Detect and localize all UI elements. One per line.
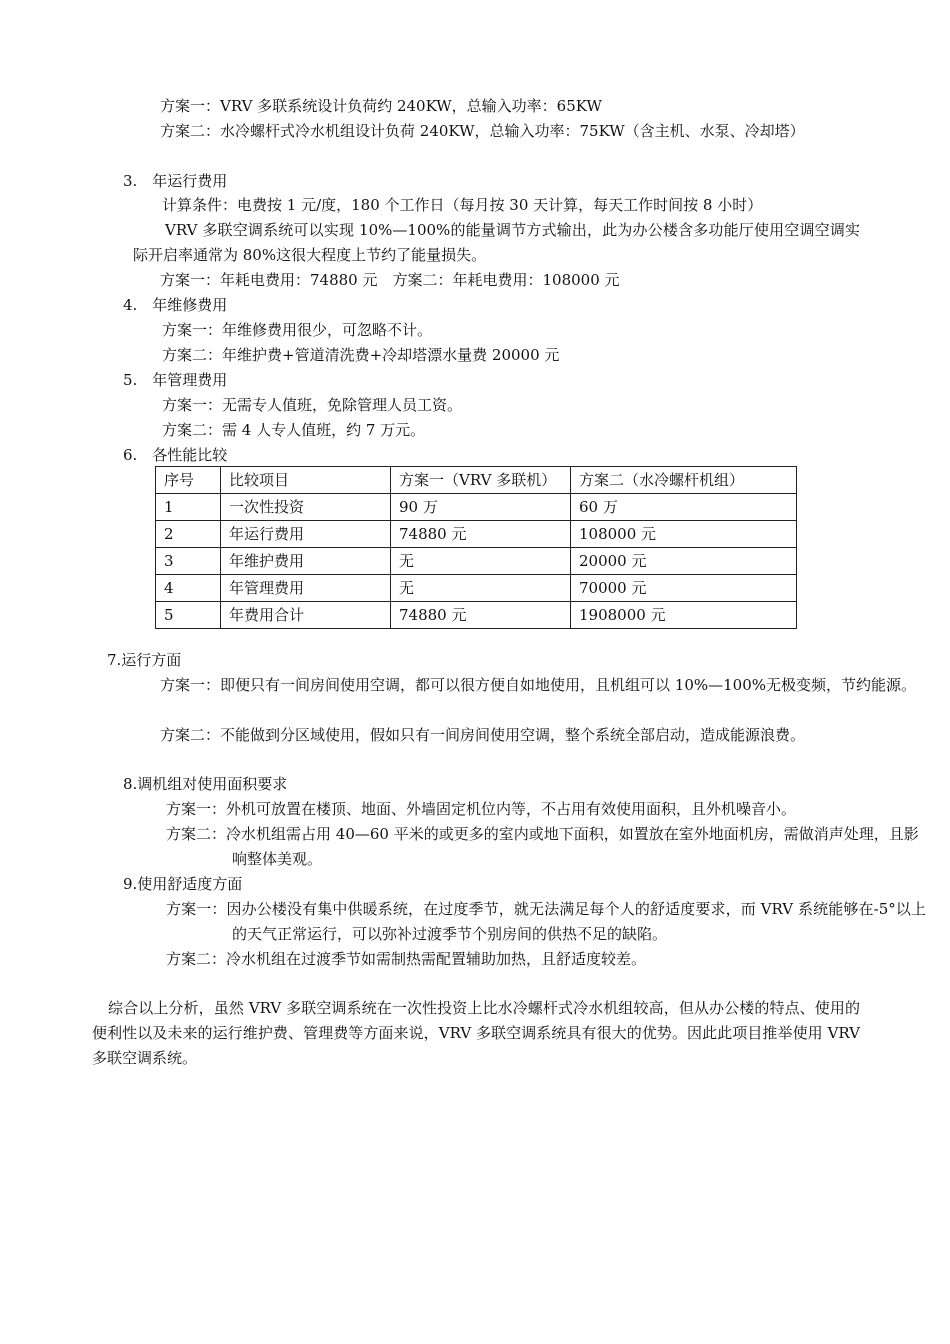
table-cell: 1908000 元 — [571, 602, 797, 629]
section-7-heading: 7.运行方面 — [107, 651, 182, 669]
intro-plan1: 方案一：VRV 多联系统设计负荷约 240KW，总输入功率：65KW — [160, 97, 602, 115]
section-8-heading: 8.调机组对使用面积要求 — [123, 775, 288, 793]
table-cell: 5 — [156, 602, 221, 629]
table-header-row — [156, 467, 797, 494]
section-5-heading: 5. 年管理费用 — [123, 371, 228, 389]
table-cell: 年运行费用 — [221, 521, 391, 548]
header-cell: 方案二（水冷螺杆机组） — [571, 467, 797, 494]
table-row — [156, 521, 797, 548]
table-cell: 108000 元 — [571, 521, 797, 548]
table-cell: 年费用合计 — [221, 602, 391, 629]
section-9-heading: 9.使用舒适度方面 — [123, 875, 243, 893]
section-3-plans: 方案一：年耗电费用：74880 元 方案二：年耗电费用：108000 元 — [160, 271, 620, 289]
table-cell: 74880 元 — [391, 602, 571, 629]
section-9-plan2: 方案二：冷水机组在过渡季节如需制热需配置辅助加热，且舒适度较差。 — [166, 950, 647, 968]
table-cell: 90 万 — [391, 494, 571, 521]
table-cell: 2 — [156, 521, 221, 548]
section-6-heading: 6. 各性能比较 — [123, 446, 228, 464]
section-8-plan1: 方案一：外机可放置在楼顶、地面、外墙固定机位内等，不占用有效使用面积，且外机噪音小。 — [166, 800, 797, 818]
table-cell: 1 — [156, 494, 221, 521]
table-cell: 无 — [391, 548, 571, 575]
comparison-table — [155, 466, 797, 629]
section-3-description: VRV 多联空调系统可以实现 10%—100%的能量调节方式输出，此为办公楼含多功能厅使用空调空调实际开启率通常为 80%这很大程度上节约了能量损失。 — [133, 221, 860, 264]
table-cell: 60 万 — [571, 494, 797, 521]
table-cell: 3 — [156, 548, 221, 575]
section-8-plan2: 方案二：冷水机组需占用 40—60 平米的或更多的室内或地下面积，如置放在室外地面机房，需做消声处理，且影响整体美观。 — [166, 825, 919, 868]
table-row — [156, 494, 797, 521]
table-cell: 年维护费用 — [221, 548, 391, 575]
section-4-plan2: 方案二：年维护费+管道清洗费+冷却塔漂水量费 20000 元 — [162, 346, 560, 364]
section-3-heading: 3. 年运行费用 — [123, 172, 228, 190]
section-4-plan1: 方案一：年维修费用很少，可忽略不计。 — [162, 321, 433, 339]
intro-plan2: 方案二：水冷螺杆式冷水机组设计负荷 240KW，总输入功率：75KW（含主机、水泵、冷却塔） — [160, 122, 805, 140]
table-cell: 年管理费用 — [221, 575, 391, 602]
section-3-condition: 计算条件：电费按 1 元/度，180 个工作日（每月按 30 天计算，每天工作时间按 8 小时） — [162, 196, 763, 214]
section-5-plan1: 方案一：无需专人值班，免除管理人员工资。 — [162, 396, 463, 414]
section-7-plan2: 方案二：不能做到分区域使用，假如只有一间房间使用空调，整个系统全部启动，造成能源浪费。 — [160, 726, 806, 744]
section-4-heading: 4. 年维修费用 — [123, 296, 228, 314]
table-cell: 一次性投资 — [221, 494, 391, 521]
table-cell: 4 — [156, 575, 221, 602]
table-cell: 74880 元 — [391, 521, 571, 548]
table-row — [156, 602, 797, 629]
header-cell: 方案一（VRV 多联机） — [391, 467, 571, 494]
table-row — [156, 575, 797, 602]
table-cell: 20000 元 — [571, 548, 797, 575]
header-cell: 比较项目 — [221, 467, 391, 494]
conclusion-paragraph: 综合以上分析，虽然 VRV 多联空调系统在一次性投资上比水冷螺杆式冷水机组较高，但从办公楼的特点、使用的便利性以及未来的运行维护费、管理费等方面来说，VRV 多联空调系统具有很大的优势。因此此项目推举使用 VRV 多联空调系统。 — [92, 999, 860, 1067]
section-9-plan1: 方案一：因办公楼没有集中供暖系统，在过度季节，就无法满足每个人的舒适度要求，而 VRV 系统能够在-5°以上的天气正常运行，可以弥补过渡季节个别房间的供热不足的缺陷。 — [166, 900, 926, 943]
table-row — [156, 548, 797, 575]
section-5-plan2: 方案二：需 4 人专人值班，约 7 万元。 — [162, 421, 426, 439]
section-7-plan1: 方案一：即便只有一间房间使用空调，都可以很方便自如地使用，且机组可以 10%—100%无极变频，节约能源。 — [160, 676, 916, 694]
table-cell: 无 — [391, 575, 571, 602]
header-cell: 序号 — [156, 467, 221, 494]
table-cell: 70000 元 — [571, 575, 797, 602]
